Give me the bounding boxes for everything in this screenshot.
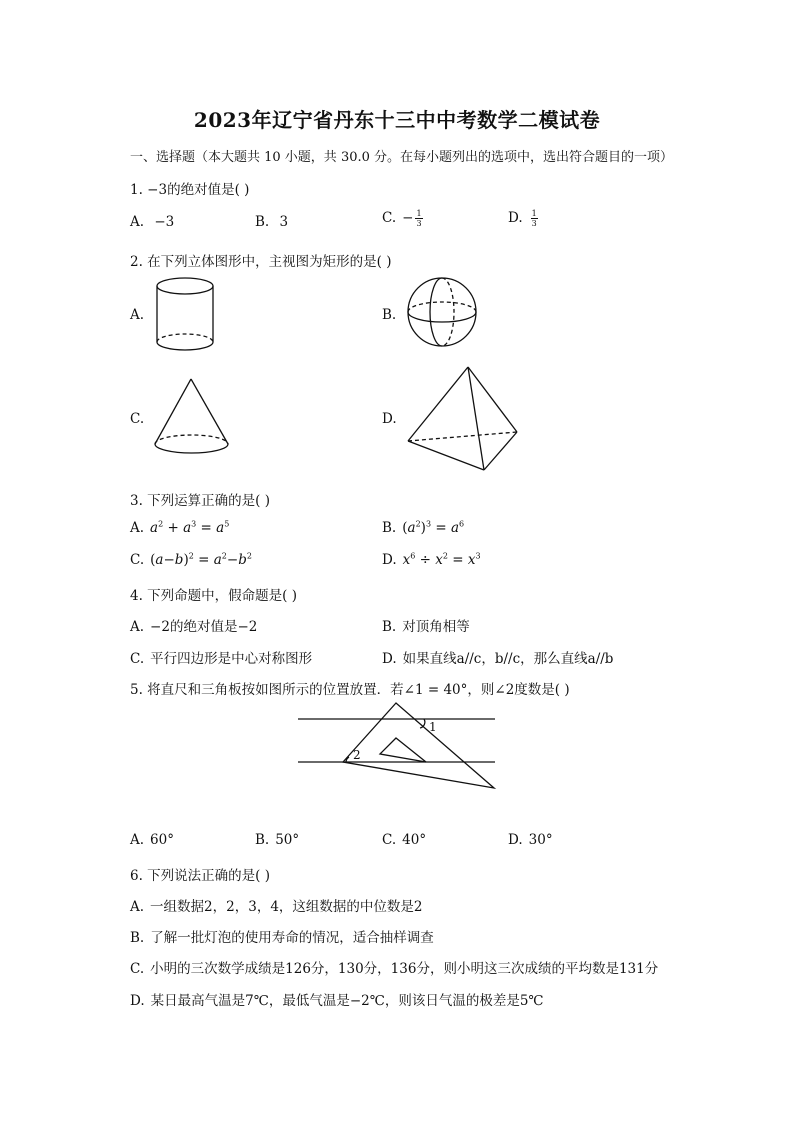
sphere-figure <box>402 276 482 348</box>
option-value: 3 <box>279 214 289 230</box>
option-label: B. <box>130 930 145 946</box>
option-label: C. <box>382 210 397 226</box>
q6-option-d <box>130 989 544 1009</box>
angle-1-label: 1 <box>429 720 437 734</box>
option-label: D. <box>382 552 397 568</box>
option-label: B. <box>382 520 397 536</box>
section-heading: 一、选择题（本大题共 10 小题，共 30.0 分。在每小题列出的选项中，选出符合题目的一项） <box>130 150 674 165</box>
option-value: 40° <box>402 832 427 848</box>
q2-option-b-label: B. <box>382 307 397 323</box>
option-label: B. <box>382 619 397 635</box>
cylinder-figure <box>150 276 220 356</box>
option-text: 对顶角相等 <box>402 619 470 635</box>
option-label: C. <box>130 552 145 568</box>
option-label: D. <box>130 993 145 1009</box>
fraction-numerator: 1 <box>416 209 422 218</box>
option-label: B. <box>255 214 270 230</box>
option-formula: $x^6 \div x^2 = x^3$ <box>402 551 481 568</box>
q4-option-b <box>382 615 470 635</box>
q5-option-b <box>255 832 299 848</box>
option-value: 60° <box>150 832 174 848</box>
q2-option-c-label: C. <box>130 411 145 427</box>
q3-option-b <box>382 520 464 536</box>
cone-figure <box>150 376 240 466</box>
option-text: 某日最高气温是7℃，最低气温是−2℃，则该日气温的极差是5℃ <box>150 993 544 1009</box>
minus-sign: − <box>402 210 414 226</box>
option-label: D. <box>508 210 523 226</box>
option-label: A. <box>130 214 145 230</box>
q1-option-c <box>382 209 423 228</box>
option-value: 50° <box>275 832 300 848</box>
option-value: 30° <box>528 832 553 848</box>
q5-option-d <box>508 832 553 848</box>
q3-option-c <box>130 552 252 568</box>
q1-option-d <box>508 209 538 228</box>
option-text: 小明的三次数学成绩是126分，130分，136分，则小明这三次成绩的平均数是131分 <box>150 961 659 977</box>
option-label: C. <box>382 832 397 848</box>
fraction-numerator: 1 <box>531 209 537 218</box>
fraction-denominator: 3 <box>531 219 537 228</box>
option-label: A. <box>130 899 145 915</box>
option-text: 如果直线a//c，b//c，那么直线a//b <box>402 651 614 667</box>
q5-option-a <box>130 832 174 848</box>
ruler-triangle-figure <box>296 700 501 795</box>
fraction <box>531 209 538 228</box>
q4-option-d <box>382 647 613 667</box>
option-label: A. <box>130 520 145 536</box>
q6-option-b <box>130 926 434 946</box>
question-6-stem: 6. 下列说法正确的是( ) <box>130 868 270 884</box>
option-value: −3 <box>154 214 175 230</box>
q2-option-d-label: D. <box>382 411 397 427</box>
page-title: 2023年辽宁省丹东十三中中考数学二模试卷 <box>193 108 601 132</box>
option-label: D. <box>382 651 397 667</box>
option-label: C. <box>130 651 145 667</box>
q6-option-c <box>130 957 658 977</box>
option-formula: $(a^2)^3 = a^6$ <box>402 519 465 536</box>
option-label: D. <box>508 832 523 848</box>
q3-option-d <box>382 552 481 568</box>
fraction <box>415 209 422 228</box>
q2-option-a-label: A. <box>130 307 145 323</box>
option-formula: $a^2 + a^3 = a^5$ <box>150 519 230 536</box>
option-label: B. <box>255 832 270 848</box>
q1-option-a <box>130 214 174 230</box>
q4-option-c <box>130 647 312 667</box>
q6-option-a <box>130 895 423 915</box>
q5-option-c <box>382 832 426 848</box>
option-formula: $(a-b)^2 = a^2-b^2$ <box>150 551 252 568</box>
question-3-stem: 3. 下列运算正确的是( ) <box>130 493 270 509</box>
option-label: C. <box>130 961 145 977</box>
option-text: −2的绝对值是−2 <box>150 619 258 635</box>
question-2-stem: 2. 在下列立体图形中，主视图为矩形的是( ) <box>130 254 392 270</box>
option-text: 了解一批灯泡的使用寿命的情况，适合抽样调查 <box>150 930 434 946</box>
q4-option-a <box>130 615 257 635</box>
q1-option-b <box>255 214 288 230</box>
angle-2-label: 2 <box>353 748 361 762</box>
option-text: 平行四边形是中心对称图形 <box>150 651 313 667</box>
question-5-stem: 5. 将直尺和三角板按如图所示的位置放置．若∠1 = 40°，则∠2度数是( ) <box>130 682 570 698</box>
fraction-denominator: 3 <box>416 219 422 228</box>
option-label: A. <box>130 832 145 848</box>
question-1-stem: 1. −3的绝对值是( ) <box>130 182 250 198</box>
option-text: 一组数据2，2，3，4，这组数据的中位数是2 <box>150 899 423 915</box>
tetrahedron-figure <box>402 364 522 474</box>
q3-option-a <box>130 520 229 536</box>
option-label: A. <box>130 619 145 635</box>
question-4-stem: 4. 下列命题中，假命题是( ) <box>130 588 297 604</box>
